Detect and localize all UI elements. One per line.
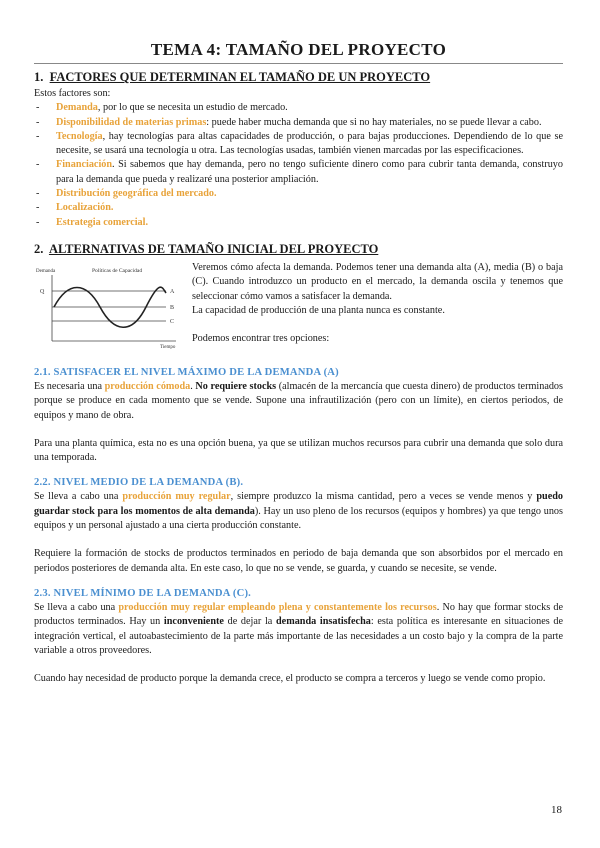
subsection-2-3-heading: 2.3. NIVEL MÍNIMO DE LA DEMANDA (C). [34, 587, 252, 599]
subsection-2-2-para-1 [34, 490, 563, 533]
factor-text: . Si sabemos que hay demanda, pero no tengo suficiente dinero como para cubrir tanta demanda, construyo para la demanda que pueda y realizaré una posterior ampliación. [56, 159, 563, 185]
subsection-2-3-para-2: Cuando hay necesidad de producto porque la demanda crece, el producto se compra a terceros y luego se vende como propio. [34, 673, 546, 685]
figure-y-label: Demanda [36, 268, 56, 274]
factors-list [34, 101, 563, 230]
section-2-body [34, 261, 563, 359]
subsection-2-1-heading: 2.1. SATISFACER EL NIVEL MÁXIMO DE LA DEMANDA (A) [34, 366, 339, 378]
subsection-2-2-para-2: Requiere la formación de stocks de productos terminados en periodo de baja demanda que son absorbidos por el mercado en periodos posteriores de demanda alta. En este caso, lo que no se vende, se guarda, y cuando se necesite, se vende. [34, 548, 563, 574]
factor-term: Demanda [56, 102, 98, 114]
subsection-2-1-para-2: Para una planta química, esta no es una opción buena, ya que se utilizan muchos recursos para cubrir una demanda que solo dura una temporada. [34, 437, 563, 464]
factor-text: , hay tecnologías para altas capacidades de producción, o para bajas producciones. Dependiendo de lo que se necesite, se usará una tecnología u otra. Las tecnologías usadas, también vienen marcadas por las especificaciones. [56, 130, 563, 157]
subsection-2-3-para-1 [34, 601, 563, 658]
list-item [34, 130, 563, 159]
factor-text: , por lo que se necesita un estudio de mercado. [97, 102, 288, 114]
section-2-para-2: La capacidad de producción de una planta nunca es constante. [192, 304, 445, 316]
section-2-para-3: Podemos encontrar tres opciones: [192, 333, 330, 345]
spacer [34, 423, 563, 437]
page-number: 18 [551, 804, 562, 816]
figure-q-label: Q [40, 288, 45, 295]
section-1-heading [34, 70, 563, 85]
section-1-number: 1. [34, 70, 44, 84]
text-run: ). Hay un uso pleno de los recursos (equipos y hombres) ya que tengo unos equipos y un personal ajustado a una cierta producción constante. [34, 505, 563, 532]
text-run: . No hay que formar stocks de productos terminados. Hay un [34, 601, 564, 628]
text-run: : esta política es interesante en situaciones de integración vertical, el autoabastecimiento de la parte más importante de las necesidades a un costo bajo y la compra de la parte variable a otros proveedores. [34, 616, 564, 656]
figure-x-label: Tiempo [160, 344, 176, 349]
section-2-text [192, 261, 563, 346]
line-label-a: A [170, 288, 175, 295]
page-title: TEMA 4: TAMAÑO DEL PROYECTO [34, 40, 563, 64]
highlight-term: producción muy regular [122, 491, 231, 503]
bold-term: demanda insatisfecha [276, 616, 371, 628]
factor-term: Estrategia comercial. [56, 216, 149, 228]
list-item [34, 216, 563, 230]
spacer [34, 658, 563, 672]
line-label-c: C [170, 318, 175, 325]
text-run: . [190, 380, 196, 392]
section-2-heading [34, 242, 563, 257]
list-item [34, 187, 563, 201]
line-label-b: B [170, 304, 175, 311]
subsection-2-2-heading: 2.2. NIVEL MEDIO DE LA DEMANDA (B). [34, 477, 244, 489]
text-run: de dejar la [223, 616, 277, 628]
section-2-number: 2. [34, 241, 44, 256]
factor-term: Disponibilidad de materias primas [56, 116, 207, 128]
subsection-2-1-para-1 [34, 380, 563, 423]
text-run: Es necesaria una [34, 380, 105, 392]
document-page [34, 40, 563, 686]
bold-term: puedo guardar stock para los momentos de alta demanda [34, 491, 563, 517]
section-2-para-1: Veremos cómo afecta la demanda. Podemos tener una demanda alta (A), media (B) o baja (C). Cuando introduzco un producto en el mercado, la demanda oscila y tenemos que seleccionar cómo vamos a satisfacer la demanda. [192, 261, 563, 302]
factor-term: Localización. [56, 202, 114, 214]
figure-title: Políticas de Capacidad [92, 267, 143, 274]
bold-term: No requiere stocks [195, 380, 277, 392]
section-2-title: ALTERNATIVAS DE TAMAÑO INICIAL DEL PROYECTO [48, 241, 379, 256]
section-1-intro: Estos factores son: [34, 88, 111, 99]
capacity-policy-figure [34, 263, 184, 349]
highlight-term: producción cómoda [104, 380, 191, 392]
highlight-term: producción muy regular empleando plena y constantemente los recursos [118, 601, 437, 613]
section-1-title: FACTORES QUE DETERMINAN EL TAMAÑO DE UN PROYECTO [49, 70, 431, 84]
bold-term: inconveniente [163, 616, 224, 628]
text-run: Se lleva a cabo una [34, 491, 123, 503]
text-run: Se lleva a cabo una [34, 601, 119, 613]
text-run: , siempre produzco la misma cantidad, pero a veces se vende menos y [230, 491, 537, 503]
factor-text: : puede haber mucha demanda que si no hay materiales, no se puede llevar a cabo. [206, 116, 542, 128]
list-item [34, 158, 563, 187]
list-item [34, 116, 563, 130]
factor-term: Tecnología [56, 130, 103, 142]
list-item [34, 201, 563, 215]
list-item [34, 101, 563, 115]
text-run: (almacén de la mercancía que cuesta dinero) de productos terminados porque se produce en cada momento que se vende. Supone una infrautilización (pero con un límite), en ciertos periodos, de equipos y mano de obra. [34, 380, 563, 421]
factor-term: Financiación [56, 159, 113, 171]
factor-term: Distribución geográfica del mercado. [56, 188, 217, 200]
spacer [34, 533, 563, 547]
